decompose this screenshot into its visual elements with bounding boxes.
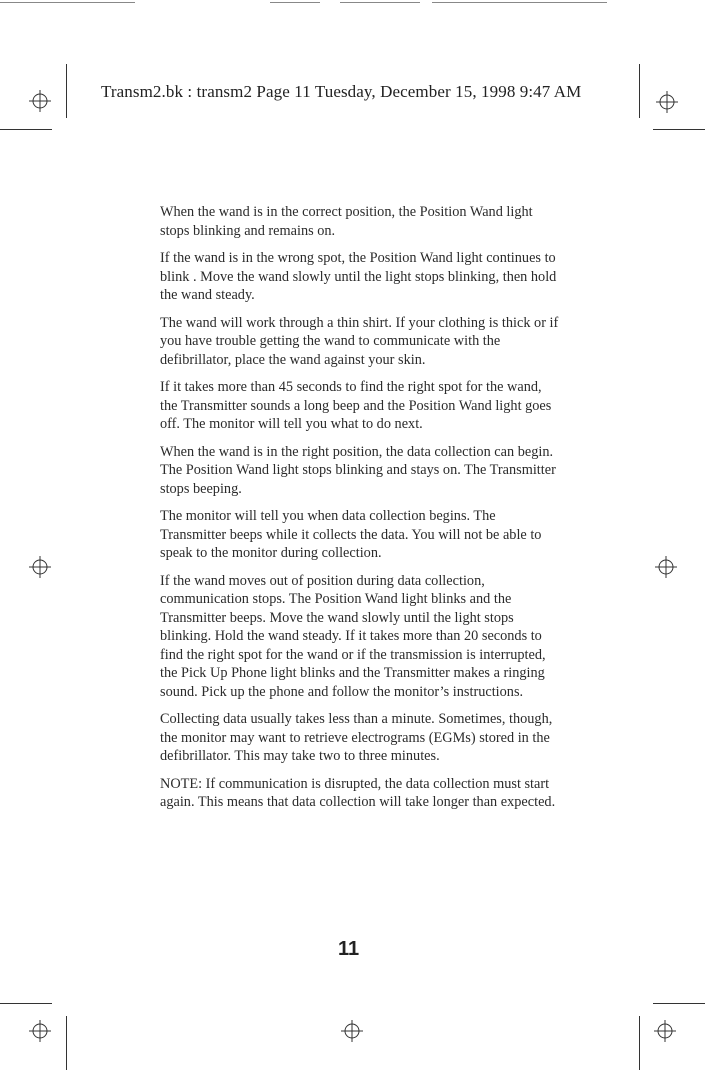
- top-dash: [270, 2, 320, 3]
- registration-mark-icon: [656, 91, 678, 113]
- body-text: [160, 203, 560, 821]
- trim-line-top-right: [639, 64, 640, 118]
- registration-mark-icon: [29, 1020, 51, 1042]
- trim-line-top-left-h: [0, 129, 52, 130]
- trim-line-bottom-left: [66, 1016, 67, 1070]
- note-paragraph: NOTE: If communication is disrupted, the data collection must start again. This means that data collection will take longer than expected.: [160, 775, 556, 810]
- trim-line-bottom-right: [639, 1016, 640, 1070]
- registration-mark-icon: [654, 1020, 676, 1042]
- page-number: 11: [338, 938, 360, 960]
- registration-mark-icon: [655, 556, 677, 578]
- paragraph: If the wand moves out of position during data collection, communication stops. The Position Wand light blinks and the Transmitter beeps. Move the wand slowly until the light stops blinking. Hold the wand steady. If it takes more than 20 seconds to find the right spot for the wand or if the transmission is interrupted, the Pick Up Phone light blinks and the Transmitter makes a ringing sound. Pick up the phone and follow the monitor’s instructions.: [160, 572, 546, 700]
- trim-line-top-left: [66, 64, 67, 118]
- trim-line-top-right-h: [653, 129, 705, 130]
- print-header: Transm2.bk : transm2 Page 11 Tuesday, December 15, 1998 9:47 AM: [101, 82, 582, 101]
- top-dash: [0, 2, 135, 3]
- paragraph: Collecting data usually takes less than a minute. Sometimes, though, the monitor may want to retrieve electrograms (EGMs) stored in the defibrillator. This may take two to three minutes.: [160, 711, 553, 764]
- paragraph: The monitor will tell you when data collection begins. The Transmitter beeps while it collects the data. You will not be able to speak to the monitor during collection.: [160, 508, 542, 561]
- trim-line-bottom-left-h: [0, 1003, 52, 1004]
- registration-mark-icon: [29, 556, 51, 578]
- paragraph: If it takes more than 45 seconds to find the right spot for the wand, the Transmitter sounds a long beep and the Position Wand light goes off. The monitor will tell you what to do next.: [160, 379, 552, 432]
- registration-mark-icon: [29, 90, 51, 112]
- registration-mark-icon: [341, 1020, 363, 1042]
- paragraph: When the wand is in the correct position, the Position Wand light stops blinking and remains on.: [160, 204, 533, 239]
- top-dash: [432, 2, 607, 3]
- paragraph: When the wand is in the right position, the data collection can begin. The Position Wand light stops blinking and stays on. The Transmitter stops beeping.: [160, 443, 556, 497]
- paragraph: The wand will work through a thin shirt. If your clothing is thick or if you have trouble getting the wand to communicate with the defibrillator, place the wand against your skin.: [160, 314, 559, 368]
- paragraph: If the wand is in the wrong spot, the Position Wand light continues to blink . Move the wand slowly until the light stops blinking, then hold the wand steady.: [160, 250, 557, 303]
- trim-line-bottom-right-h: [653, 1003, 705, 1004]
- top-dash: [340, 2, 420, 3]
